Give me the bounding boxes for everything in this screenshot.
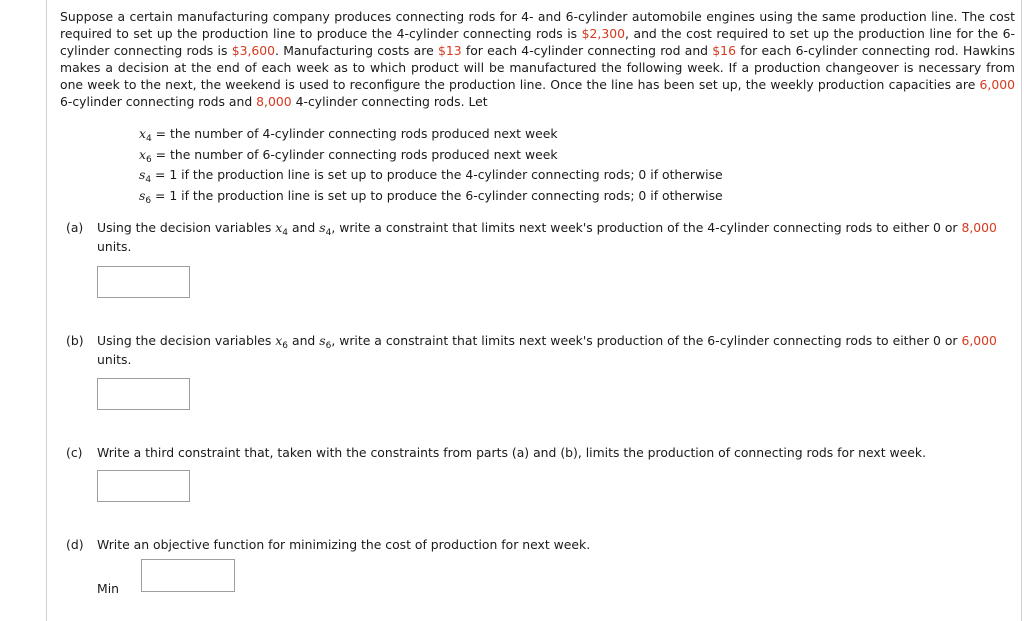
part-b-units: units. — [97, 352, 132, 367]
part-a-units: units. — [97, 239, 132, 254]
definition-x4: $x_4$ = the number of 4-cylinder connecting rods produced next week — [139, 126, 558, 144]
part-a-question: (a) Using the decision variables $x_4$ and $s_4$, write a constraint that limits next week's production of the 4-cylinder connecting rods to either 0 or 8,000 — [66, 220, 997, 238]
part-b-answer-input[interactable] — [97, 378, 190, 410]
setup-cost-4: $2,300 — [581, 26, 626, 42]
unit-cost-6: $16 — [712, 43, 736, 59]
part-c-answer-input[interactable] — [97, 470, 190, 502]
setup-cost-6: $3,600 — [231, 43, 276, 59]
variable-definitions — [139, 124, 723, 206]
part-b-question: (b) Using the decision variables $x_6$ and $s_6$, write a constraint that limits next week's production of the 6-cylinder connecting rods to either 0 or 6,000 — [66, 333, 997, 351]
definition-s6: $s_6 = 1$ if the production line is set up to produce the 6-cylinder connecting rods; 0 if otherwise — [139, 187, 723, 206]
capacity-6: 6,000 — [979, 77, 1015, 93]
definition-s4: $s_4 = 1$ if the production line is set up to produce the 4-cylinder connecting rods; 0 if otherwise — [139, 167, 723, 186]
part-a-answer-input[interactable] — [97, 266, 190, 298]
min-label: Min — [97, 581, 119, 596]
part-c-question: (c) Write a third constraint that, taken with the constraints from parts (a) and (b), limits the production of connecting rods for next week. — [66, 445, 927, 460]
capacity-4: 8,000 — [256, 94, 292, 110]
problem-statement: Suppose a certain manufacturing company produces connecting rods for 4- and 6-cylinder automobile engines using the same production line. The cost required to set up the production line to produce the 4-cylinder connecting rods is $2,300, and the cost required to set up the production line for the 6-cylinder connecting rods is $3,600. Manufacturing costs are $13 for each 4-cylinder connecting rod and $16 for each 6-cylinder connecting rod. Hawkins makes a decision at the end of each week as to which product will be manufactured the following week. If a production changeover is necessary from one week to the next, the weekend is used to reconfigure the production line. Once the line has been set up, the weekly production capacities are 6,000 6-cylinder connecting rods and 8,000 4-cylinder connecting rods. Let — [60, 9, 1015, 110]
objective-function-input[interactable] — [141, 559, 235, 592]
unit-cost-4: $13 — [437, 43, 462, 59]
part-d-question: (d) Write an objective function for minimizing the cost of production for next week. — [66, 537, 591, 552]
definition-x6: $x_6$ = the number of 6-cylinder connecting rods produced next week — [139, 146, 558, 165]
